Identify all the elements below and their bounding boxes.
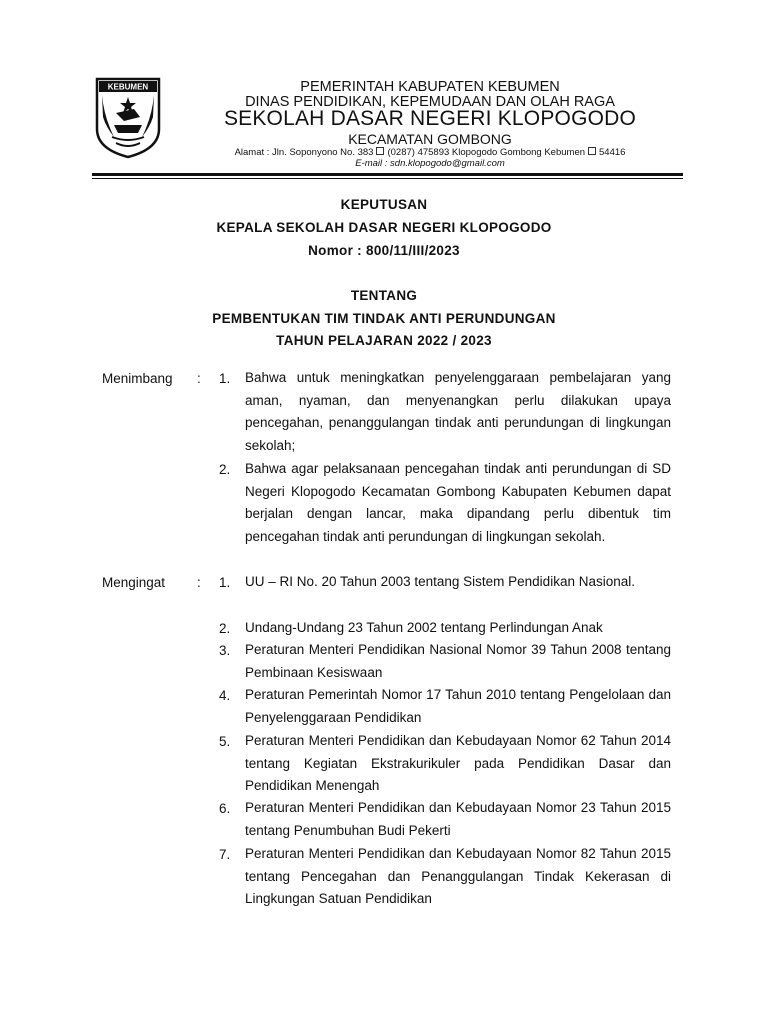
- mengingat-item-number: 5.: [219, 734, 231, 749]
- decree-about-heading: TENTANG: [350, 288, 418, 303]
- menimbang-label: Menimbang: [102, 371, 173, 386]
- letterhead-address: [170, 147, 690, 158]
- letterhead-government: PEMERINTAH KABUPATEN KEBUMEN: [300, 79, 560, 95]
- mengingat-label: Mengingat: [102, 575, 166, 590]
- letterhead-department: DINAS PENDIDIKAN, KEPEMUDAAN DAN OLAH RAGA: [245, 94, 615, 110]
- mengingat-item-number: 3.: [219, 643, 231, 658]
- mengingat-item-text: Peraturan Menteri Pendidikan dan Kebudayaan Nomor 62 Tahun 2014 tentang Kegiatan Ekstrakurikuler pada Pendidikan Dasar dan Pendidikan Menengah: [245, 733, 671, 794]
- mengingat-item-text: Peraturan Menteri Pendidikan dan Kebudayaan Nomor 23 Tahun 2015 tentang Penumbuhan Budi Pekerti: [245, 800, 671, 838]
- mengingat-item-text: UU – RI No. 20 Tahun 2003 tentang Sistem Pendidikan Nasional.: [245, 574, 635, 589]
- letterhead-district: KECAMATAN GOMBONG: [348, 131, 512, 147]
- address-phone: (0287) 475893 Klopogodo Gombong Kebumen: [387, 147, 586, 158]
- letterhead-rule-thin: [92, 178, 683, 179]
- letterhead-school-name: SEKOLAH DASAR NEGERI KLOPOGODO: [223, 107, 637, 130]
- logo-lettering: KEBUMEN: [107, 82, 149, 92]
- address-postal: 54416: [599, 147, 626, 158]
- address-street: Alamat : Jln. Soponyono No. 383: [234, 147, 374, 158]
- phone-icon: [376, 147, 384, 155]
- letterhead-email: E-mail : sdn.klopogodo@gmail.com: [355, 158, 505, 169]
- mengingat-item-text: Peraturan Pemerintah Nomor 17 Tahun 2010 tentang Pengelolaan dan Penyelenggaraan Pendidikan: [245, 687, 671, 725]
- decree-number: Nomor : 800/11/III/2023: [308, 243, 460, 258]
- mengingat-colon: :: [197, 575, 201, 590]
- mengingat-item-text: Peraturan Menteri Pendidikan Nasional Nomor 39 Tahun 2008 tentang Pembinaan Kesiswaan: [245, 642, 671, 680]
- mengingat-item-text: Undang-Undang 23 Tahun 2002 tentang Perlindungan Anak: [245, 620, 603, 635]
- mengingat-item-text: Peraturan Menteri Pendidikan dan Kebudayaan Nomor 82 Tahun 2015 tentang Pencegahan dan Penanggulangan Tindak Kekerasan di Lingkungan Satuan Pendidikan: [245, 846, 671, 907]
- mengingat-item-number: 2.: [219, 621, 231, 636]
- letterhead-rule-thick: [92, 173, 683, 176]
- menimbang-item-number: 1.: [219, 371, 231, 386]
- decree-academic-year: TAHUN PELAJARAN 2022 / 2023: [276, 333, 492, 348]
- kebumen-emblem-logo: [94, 77, 162, 159]
- menimbang-item-text: Bahwa agar pelaksanaan pencegahan tindak anti perundungan di SD Negeri Klopogodo Kecamatan Gombong Kabupaten Kebumen dapat berjalan dengan lancar, maka dipandang perlu dibentuk tim pencegahan tindak anti perundungan di lingkungan sekolah.: [245, 461, 671, 545]
- decree-heading: KEPUTUSAN: [340, 197, 428, 212]
- mengingat-item-number: 7.: [219, 847, 231, 862]
- menimbang-item-text: Bahwa untuk meningkatkan penyelenggaraan pembelajaran yang aman, nyaman, dan menyenangkan perlu dilakukan upaya pencegahan, penanggulangan tindak anti perundungan di lingkungan sekolah;: [245, 370, 671, 454]
- menimbang-colon: :: [197, 371, 201, 386]
- decree-issuer: KEPALA SEKOLAH DASAR NEGERI KLOPOGODO: [216, 220, 552, 235]
- mengingat-item-number: 6.: [219, 801, 231, 816]
- postal-icon: [588, 147, 596, 155]
- mengingat-item-number: 4.: [219, 688, 231, 703]
- mengingat-item-number: 1.: [219, 575, 231, 590]
- decree-subject: PEMBENTUKAN TIM TINDAK ANTI PERUNDUNGAN: [212, 311, 556, 326]
- menimbang-item-number: 2.: [219, 462, 231, 477]
